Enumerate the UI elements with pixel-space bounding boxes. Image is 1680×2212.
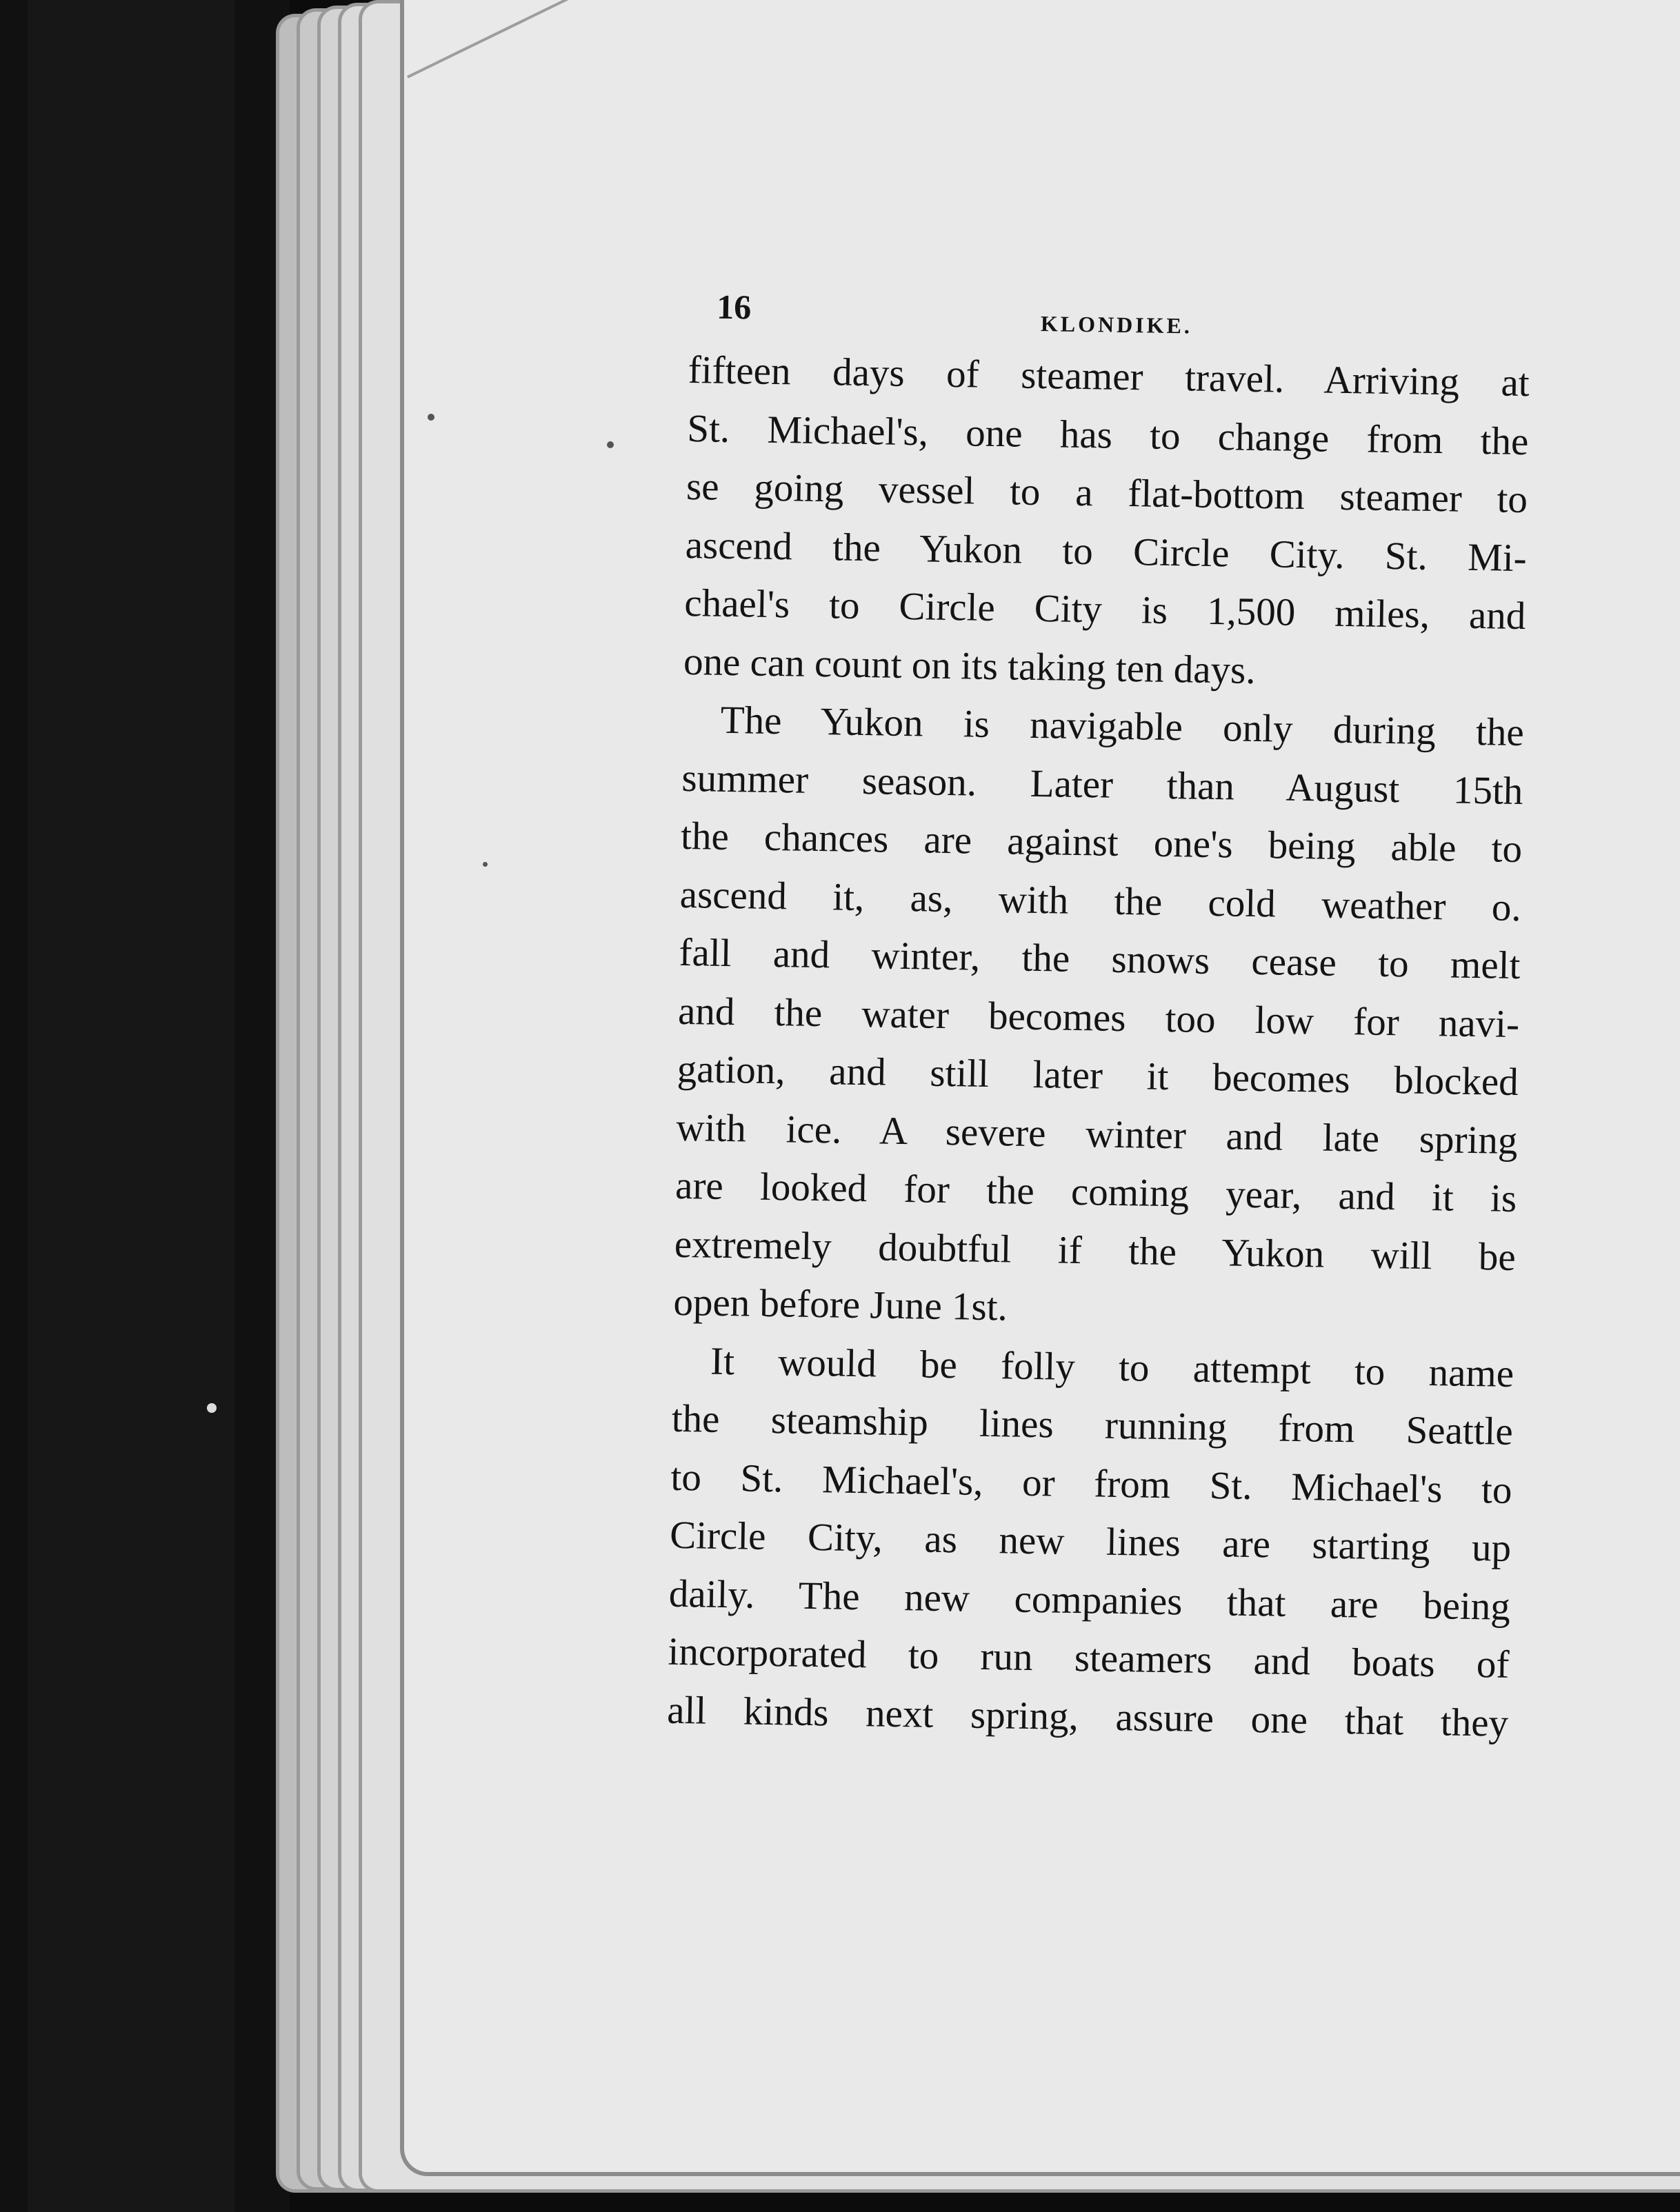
running-head-title: KLONDIKE. <box>1040 311 1193 339</box>
running-head <box>688 272 1530 354</box>
text-line: open before June 1st. <box>673 1280 1008 1329</box>
text-line: ascend the Yukon to Circle City. St. Mi- <box>685 523 1528 580</box>
text-line: with ice. A severe winter and late spring <box>676 1105 1518 1163</box>
paragraph-1 <box>683 341 1530 704</box>
text-line: chael's to Circle City is 1,500 miles, and <box>683 581 1526 639</box>
ink-speck <box>607 441 614 448</box>
text-line: St. Michael's, one has to change from the <box>686 406 1529 463</box>
ink-speck <box>207 1403 217 1413</box>
text-line: and the water becomes too low for navi- <box>677 989 1520 1046</box>
text-line: fifteen days of steamer travel. Arriving at <box>688 348 1530 405</box>
text-line: Circle City, as new lines are starting up <box>669 1513 1512 1570</box>
paragraph-2 <box>673 691 1524 1345</box>
text-line: fall and winter, the snows cease to melt <box>679 930 1521 988</box>
text-line: all kinds next spring, assure one that they <box>666 1688 1509 1745</box>
text-line: The Yukon is navigable only during the <box>720 698 1525 755</box>
text-line: one can count on its taking ten days. <box>683 639 1257 692</box>
page-text <box>667 272 1531 1753</box>
text-line: se going vessel to a flat-bottom steamer to <box>686 464 1528 522</box>
ink-speck <box>483 862 488 867</box>
ink-speck <box>428 414 434 421</box>
text-line: the chances are against one's being able to <box>680 814 1523 872</box>
paragraph-3 <box>667 1331 1514 1753</box>
text-line: daily. The new companies that are being <box>668 1571 1511 1629</box>
text-line: are looked for the coming year, and it is <box>674 1163 1517 1220</box>
text-line: extremely doubtful if the Yukon will be <box>674 1222 1517 1279</box>
text-line: the steamship lines running from Seattle <box>671 1396 1514 1454</box>
text-line: incorporated to run steamers and boats of <box>668 1629 1510 1687</box>
binding-texture <box>28 0 234 2212</box>
text-line: to St. Michael's, or from St. Michael's to <box>670 1455 1512 1512</box>
page-number: 16 <box>716 287 752 327</box>
text-line: gation, and still later it becomes blocked <box>677 1047 1519 1105</box>
text-line: It would be folly to attempt to name <box>710 1339 1514 1396</box>
text-line: ascend it, as, with the cold weather o. <box>679 872 1522 929</box>
text-line: summer season. Later than August 15th <box>681 756 1523 813</box>
